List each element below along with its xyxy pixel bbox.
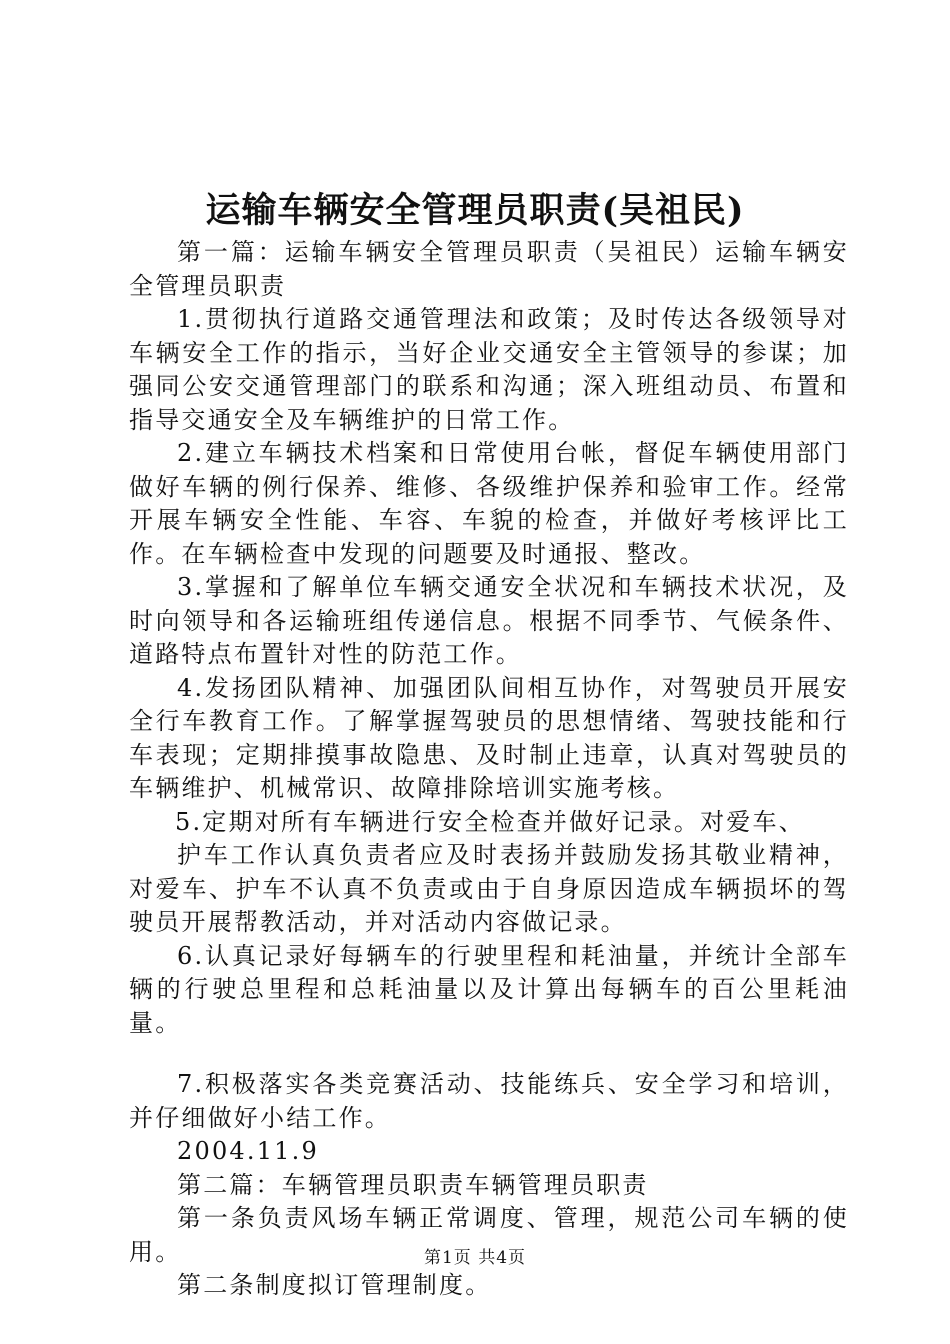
paragraph-article-1: 第一条负责风场车辆正常调度、管理，规范公司车辆的使用。 [129,1204,849,1266]
paragraph-item-7: 7.积极落实各类竞赛活动、技能练兵、安全学习和培训，并仔细做好小结工作。 [129,1070,849,1132]
paragraph-article-2: 第二条制度拟订管理制度。 [177,1271,492,1299]
paragraph-item-5-continued: 护车工作认真负责者应及时表扬并鼓励发扬其敬业精神，对爱车、护车不认真不负责或由于自身原因造成车辆损坏的驾驶员开展帮教活动，并对活动内容做记录。 [129,841,849,936]
document-body [129,236,849,1303]
paragraph-second-section: 第二篇：车辆管理员职责车辆管理员职责 [177,1170,649,1199]
document-title: 运输车辆安全管理员职责(吴祖民) [205,190,745,231]
paragraph-item-3: 3.掌握和了解单位车辆交通安全状况和车辆技术状况，及时向领导和各运输班组传递信息。根据不同季节、气候条件、道路特点布置针对性的防范工作。 [129,573,849,668]
paragraph-intro: 第一篇：运输车辆安全管理员职责（吴祖民）运输车辆安全管理员职责 [129,238,849,300]
paragraph-item-2: 2.建立车辆技术档案和日常使用台帐，督促车辆使用部门做好车辆的例行保养、维修、各级维护保养和验审工作。经常开展车辆安全性能、车容、车貌的检查，并做好考核评比工作。在车辆检查中发现的问题要及时通报、整改。 [129,439,849,568]
page-footer: 第1页 共4页 [423,1248,527,1268]
paragraph-date: 2004.11.9 [177,1137,319,1165]
paragraph-item-4: 4.发扬团队精神、加强团队间相互协作，对驾驶员开展安全行车教育工作。了解掌握驾驶员的思想情绪、驾驶技能和行车表现；定期排摸事故隐患、及时制止违章，认真对驾驶员的车辆维护、机械常识、故障排除培训实施考核。 [129,673,849,802]
paragraph-item-1: 1.贯彻执行道路交通管理法和政策；及时传达各级领导对车辆安全工作的指示，当好企业交通安全主管领导的参谋；加强同公安交通管理部门的联系和沟通；深入班组动员、布置和指导交通安全及车辆维护的日常工作。 [129,305,849,434]
paragraph-item-5: 5.定期对所有车辆进行安全检查并做好记录。对爱车、 [175,807,805,836]
paragraph-item-6: 6.认真记录好每辆车的行驶里程和耗油量，并统计全部车辆的行驶总里程和总耗油量以及计算出每辆车的百公里耗油量。 [129,941,849,1037]
